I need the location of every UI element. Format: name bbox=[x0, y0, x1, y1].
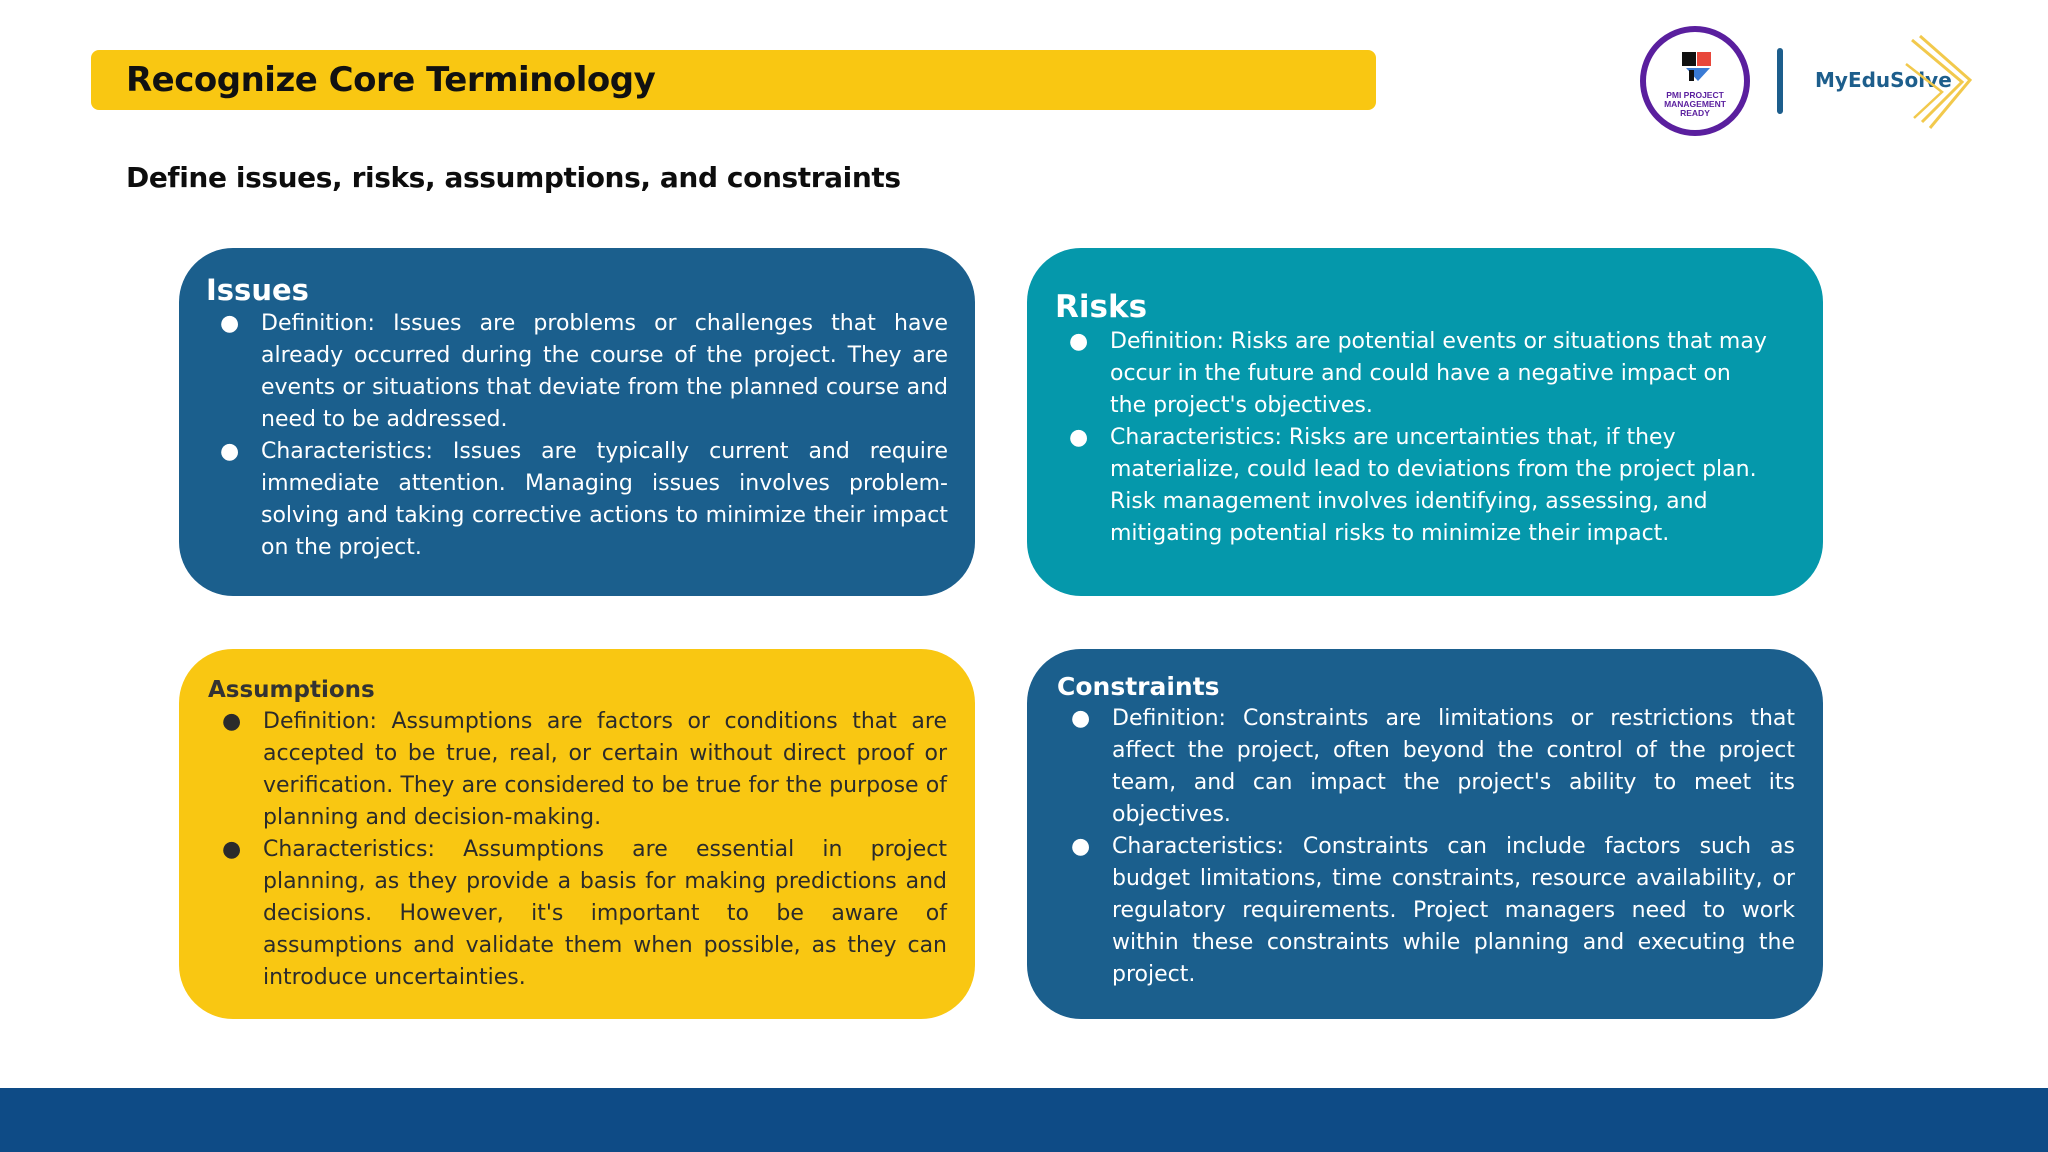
pmi-logo bbox=[1640, 26, 1750, 136]
page-subtitle: Define issues, risks, assumptions, and constraints bbox=[126, 161, 901, 194]
list-item bbox=[1057, 831, 1795, 991]
pmi-mark-icon bbox=[1682, 52, 1718, 82]
bullet-icon: ● bbox=[220, 439, 240, 464]
constraints-bullet-list bbox=[1057, 703, 1795, 991]
bullet-text: Characteristics: Issues are typically current and require immediate attention. Managing issues involves problem-solving and taking corrective actions to minimize their impact on the project. bbox=[261, 439, 948, 560]
myedusolve-logo-icon bbox=[1900, 34, 1974, 132]
pmi-text-line: READY bbox=[1680, 108, 1710, 118]
footer-bar bbox=[0, 1088, 2048, 1152]
card-risks bbox=[1027, 248, 1823, 596]
bullet-text: Characteristics: Constraints can include factors such as budget limitations, time constraints, resource availability, or regulatory requirements. Project managers need to work within these constraints while planning and executing the project. bbox=[1112, 834, 1795, 987]
logo-divider bbox=[1777, 48, 1783, 114]
issues-bullet-list bbox=[206, 308, 948, 564]
title-banner bbox=[91, 50, 1376, 110]
card-title-risks: Risks bbox=[1055, 289, 1148, 325]
bullet-icon: ● bbox=[222, 709, 242, 734]
bullet-icon: ● bbox=[222, 837, 242, 862]
card-title-assumptions: Assumptions bbox=[208, 677, 375, 703]
assumptions-bullet-list bbox=[208, 706, 947, 994]
card-constraints bbox=[1027, 649, 1823, 1019]
brand-name: MyEduSolve bbox=[1815, 68, 1952, 92]
list-item bbox=[208, 706, 947, 834]
list-item bbox=[1055, 326, 1773, 422]
list-item bbox=[1055, 422, 1773, 550]
card-title-constraints: Constraints bbox=[1057, 672, 1220, 701]
bullet-text: Characteristics: Risks are uncertainties that, if they materialize, could lead to deviations from the project plan. Risk management involves identifying, assessing, and mitigating potential risks to minimize their impact. bbox=[1110, 425, 1757, 546]
bullet-icon: ● bbox=[1071, 706, 1091, 731]
bullet-icon: ● bbox=[220, 311, 240, 336]
risks-bullet-list bbox=[1055, 326, 1773, 550]
list-item bbox=[206, 436, 948, 564]
page-title: Recognize Core Terminology bbox=[126, 60, 656, 100]
pmi-text-line: MANAGEMENT bbox=[1664, 99, 1726, 109]
bullet-text: Characteristics: Assumptions are essential in project planning, as they provide a basis for making predictions and decisions. However, it's important to be aware of assumptions and validate them when possible, as they can introduce uncertainties. bbox=[263, 837, 947, 990]
bullet-text: Definition: Assumptions are factors or conditions that are accepted to be true, real, or certain without direct proof or verification. They are considered to be true for the purpose of planning and decision-making. bbox=[263, 709, 947, 830]
list-item bbox=[206, 308, 948, 436]
bullet-icon: ● bbox=[1071, 834, 1091, 859]
pmi-badge-text bbox=[1646, 91, 1744, 118]
card-issues bbox=[179, 248, 975, 596]
bullet-icon: ● bbox=[1069, 425, 1089, 450]
pmi-text-line: PMI PROJECT bbox=[1666, 90, 1724, 100]
bullet-text: Definition: Issues are problems or challenges that have already occurred during the course of the project. They are events or situations that deviate from the planned course and need to be addressed. bbox=[261, 311, 948, 432]
card-assumptions bbox=[179, 649, 975, 1019]
list-item bbox=[1057, 703, 1795, 831]
bullet-text: Definition: Constraints are limitations or restrictions that affect the project, often beyond the control of the project team, and can impact the project's ability to meet its objectives. bbox=[1112, 706, 1795, 827]
card-title-issues: Issues bbox=[206, 273, 309, 307]
list-item bbox=[208, 834, 947, 994]
bullet-icon: ● bbox=[1069, 329, 1089, 354]
bullet-text: Definition: Risks are potential events or situations that may occur in the future and could have a negative impact on the project's objectives. bbox=[1110, 329, 1767, 418]
